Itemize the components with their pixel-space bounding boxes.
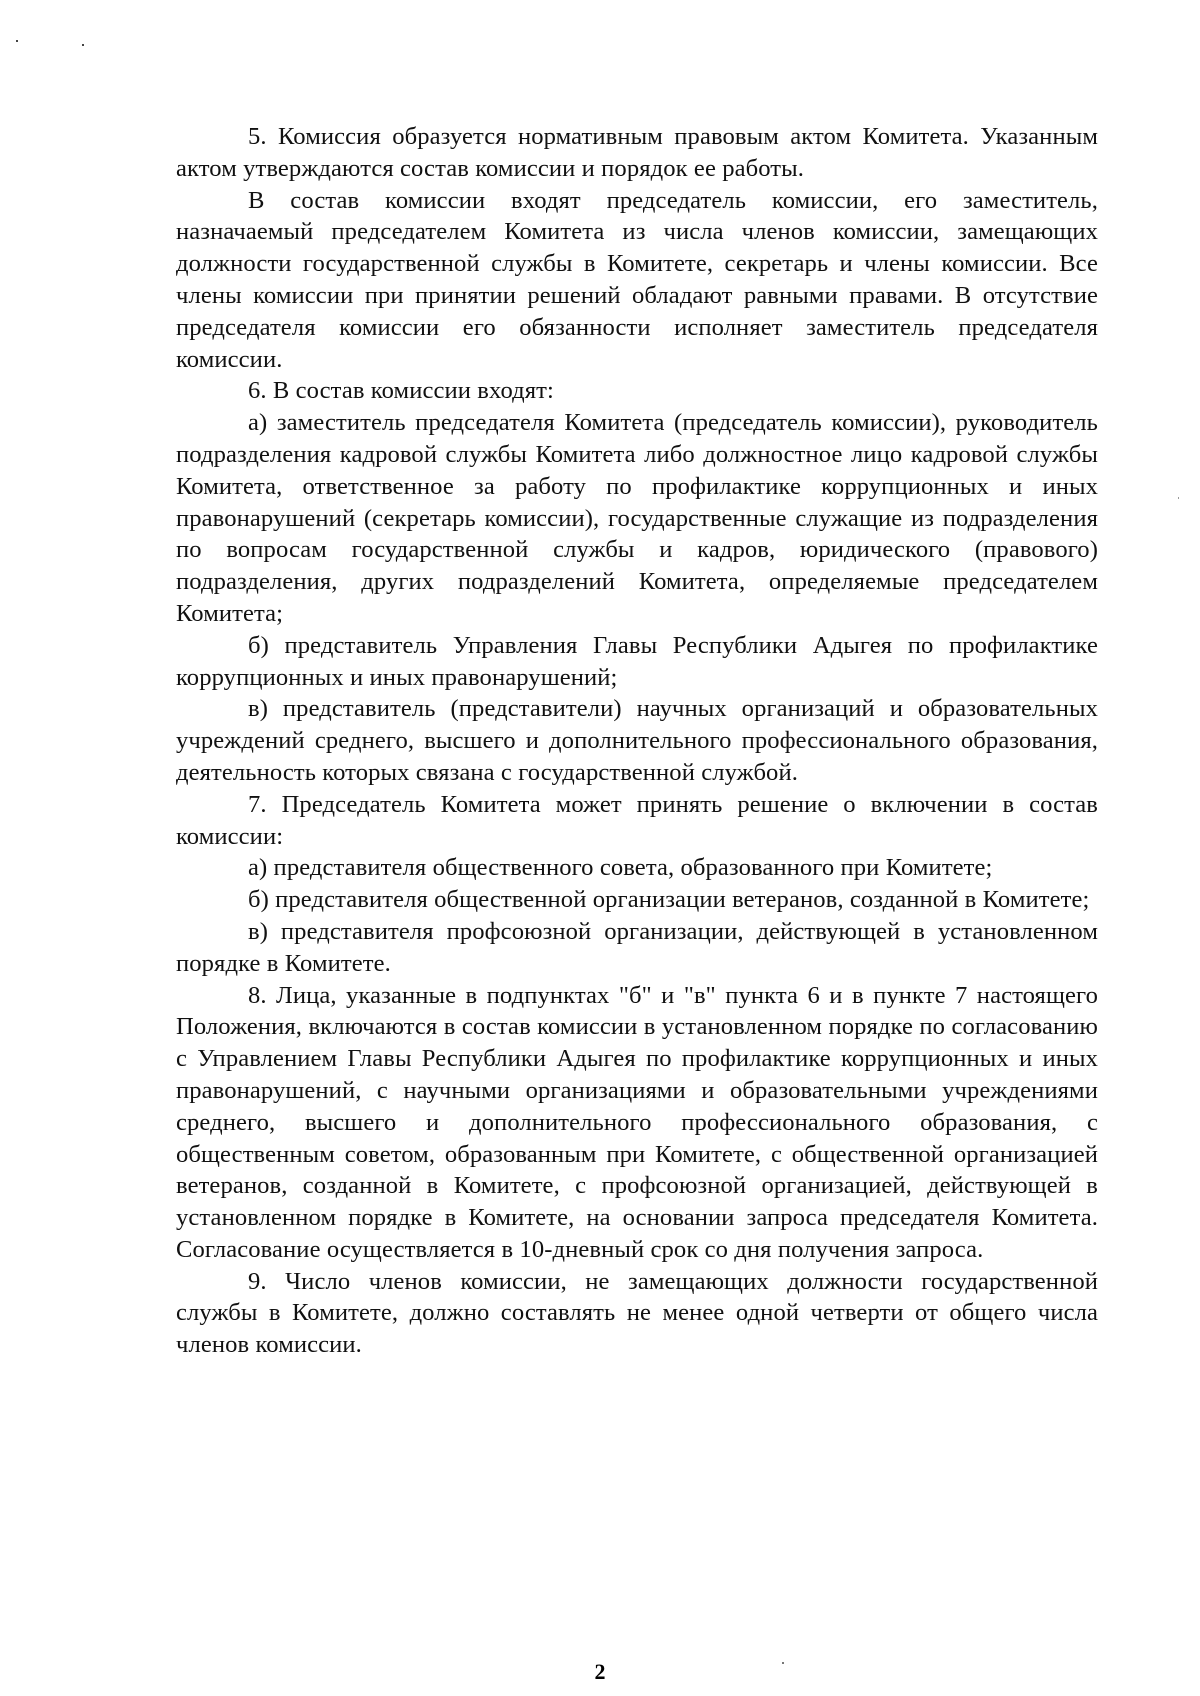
scan-speck [82,44,84,46]
scan-speck [1178,497,1179,499]
paragraph-6a: а) заместитель председателя Комитета (председатель комиссии), руководитель подразделения кадровой службы Комитета либо должностное лицо кадровой службы Комитета, ответственное за работу по профилактике коррупционных и иных правонарушений (секретарь комиссии), государственные служащие из подразделения по вопросам государственной службы и кадров, юридического (правового) подразделения, других подразделений Комитета, определяемые председателем Комитета; [176,409,1098,627]
paragraph-9: 9. Число членов комиссии, не замещающих должности государственной службы в Комитете, должно составлять не менее одной четверти от общего числа членов комиссии. [176,1267,1098,1359]
paragraph-6v: в) представитель (представители) научных организаций и образовательных учреждений среднего, высшего и дополнительного профессионального образования, деятельность которых связана с государственной службой. [176,695,1098,786]
scan-speck [16,40,18,42]
page-number: 2 [594,1659,606,1684]
paragraph-7b: б) представителя общественной организации ветеранов, созданной в Комитете; [248,886,1090,914]
paragraph-6: 6. В состав комиссии входят: [248,377,554,405]
paragraph-8: 8. Лица, указанные в подпунктах "б" и "в" пункта 6 и в пункте 7 настоящего Положения, включаются в состав комиссии в установленном порядке по согласованию с Управлением Главы Республики Адыгея по профилактике коррупционных и иных правонарушений, с научными организациями и образовательными учреждениями среднего, высшего и дополнительного профессионального образования, с общественным советом, образованным при Комитете, с общественной организацией ветеранов, созданной в Комитете, с профсоюзной организацией, действующей в установленном порядке в Комитете, на основании запроса председателя Комитета. Согласование осуществляется в 10-дневный срок со дня получения запроса. [176,981,1098,1263]
paragraph-commission-composition: В состав комиссии входят председатель комиссии, его заместитель, назначаемый председателем Комитета из числа членов комиссии, замещающих должности государственной службы в Комитете, секретарь и члены комиссии. Все члены комиссии при принятии решений обладают равными правами. В отсутствие председателя комиссии его обязанности исполняет заместитель председателя комиссии. [176,186,1098,373]
paragraph-6b: б) представитель Управления Главы Республики Адыгея по профилактике коррупционных и иных правонарушений; [176,631,1098,691]
paragraph-7v: в) представителя профсоюзной организации, действующей в установленном порядке в Комитете. [176,917,1098,977]
document-body [176,121,1098,1361]
paragraph-5: 5. Комиссия образуется нормативным правовым актом Комитета. Указанным актом утверждаются состав комиссии и порядок ее работы. [176,123,1098,182]
paragraph-7a: а) представителя общественного совета, образованного при Комитете; [248,854,993,882]
paragraph-7: 7. Председатель Комитета может принять решение о включении в состав комиссии: [176,790,1098,850]
